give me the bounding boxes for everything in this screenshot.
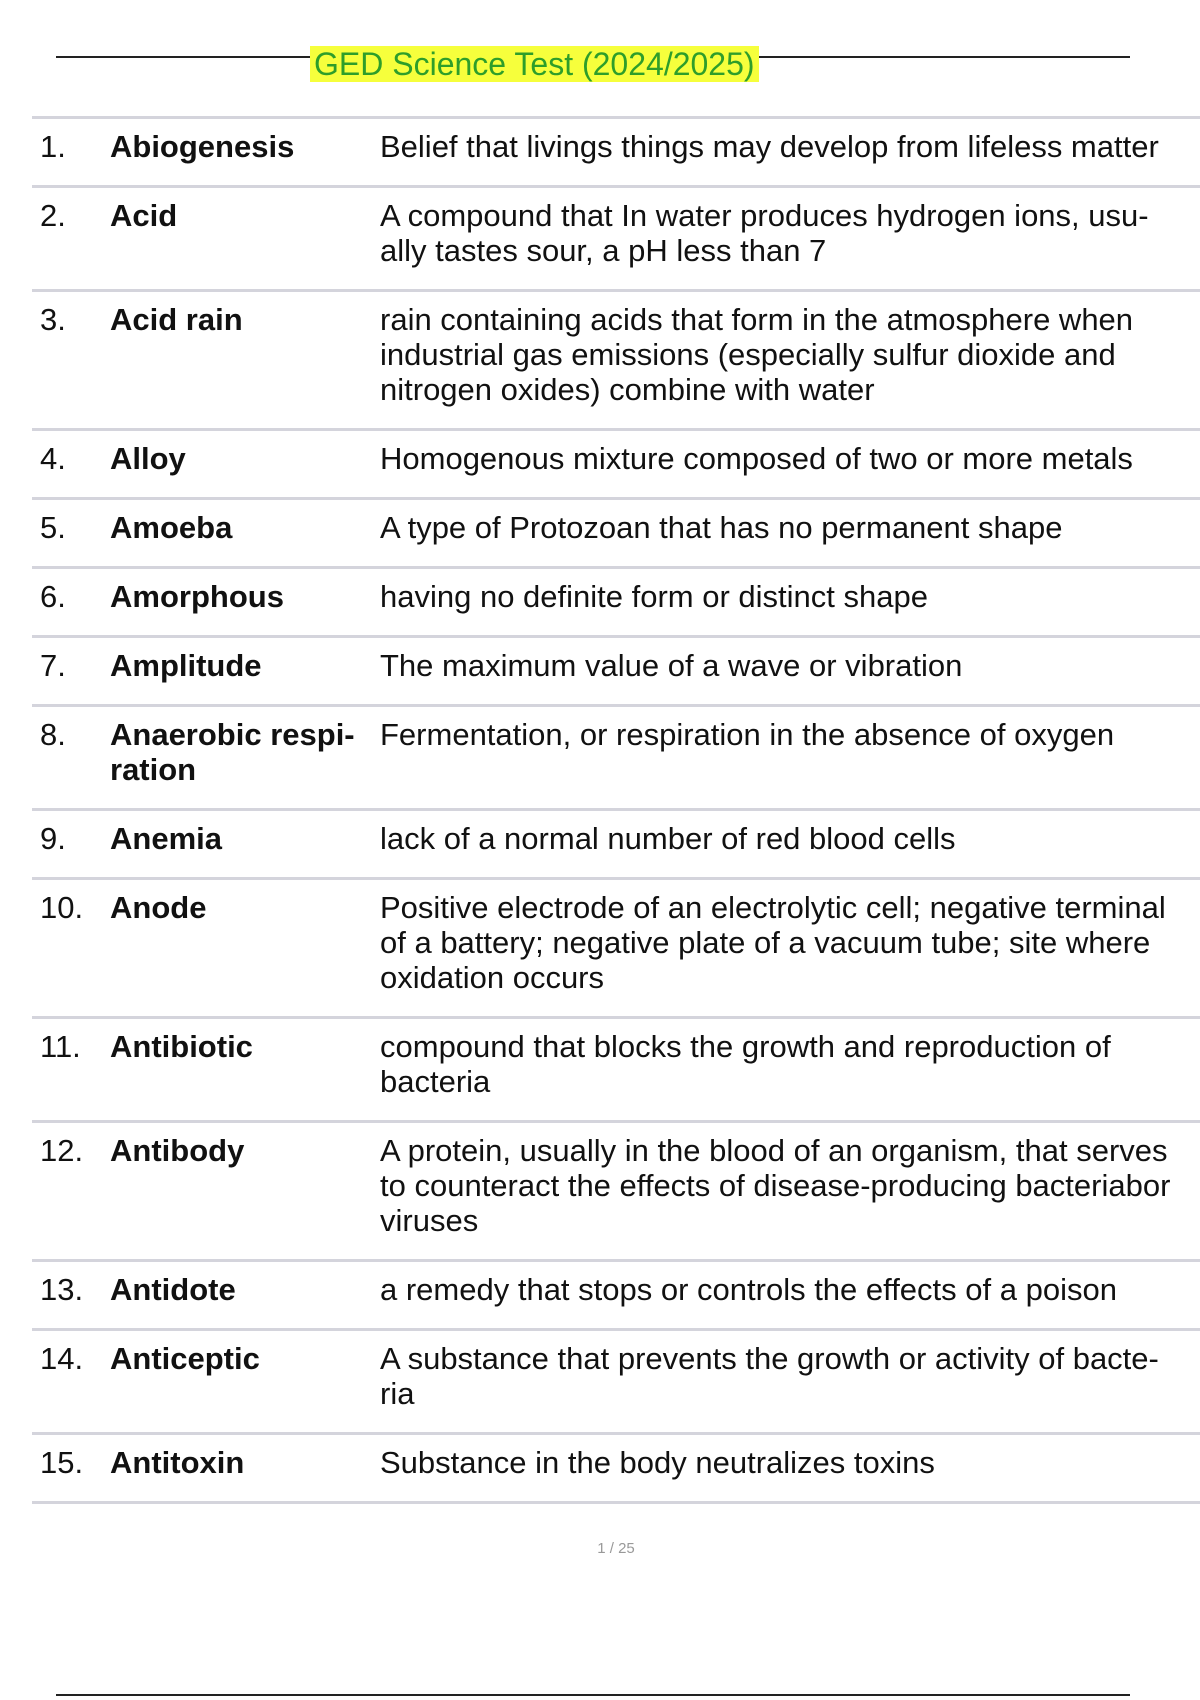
entry-number: 5. bbox=[40, 510, 66, 545]
glossary-row bbox=[32, 1331, 1200, 1435]
glossary-row bbox=[32, 188, 1200, 292]
entry-definition: Homogenous mixture composed of two or more metals bbox=[380, 441, 1133, 476]
entry-definition: Positive electrode of an electrolytic cell; negative terminal of a battery; negative plate of a vacuum tube; site where oxidation occurs bbox=[380, 890, 1166, 995]
glossary-table bbox=[32, 116, 1200, 1504]
entry-term: Antibody bbox=[110, 1133, 245, 1168]
entry-number: 1. bbox=[40, 129, 66, 164]
entry-term: Abiogenesis bbox=[110, 129, 295, 164]
entry-definition: having no definite form or distinct shape bbox=[380, 579, 928, 614]
entry-term: Alloy bbox=[110, 441, 186, 476]
entry-number: 15. bbox=[40, 1445, 84, 1480]
glossary-row bbox=[32, 880, 1200, 1019]
entry-number: 3. bbox=[40, 302, 66, 337]
entry-term: Anemia bbox=[110, 821, 222, 856]
entry-definition: Substance in the body neutralizes toxins bbox=[380, 1445, 935, 1480]
glossary-row bbox=[32, 1019, 1200, 1123]
entry-term: Anode bbox=[110, 890, 207, 925]
glossary-row bbox=[32, 431, 1200, 500]
glossary-row bbox=[32, 638, 1200, 707]
bottom-rule bbox=[56, 1694, 1130, 1696]
glossary-row bbox=[32, 292, 1200, 431]
entry-term: Acid bbox=[110, 198, 178, 233]
entry-term: Antibiotic bbox=[110, 1029, 253, 1064]
entry-number: 6. bbox=[40, 579, 66, 614]
entry-number: 4. bbox=[40, 441, 66, 476]
entry-definition: rain containing acids that form in the atmosphere when industrial gas emissions (especially sulfur dioxide and nitrogen oxides) combine with water bbox=[380, 302, 1134, 407]
entry-number: 10. bbox=[40, 890, 84, 925]
entry-term: Amorphous bbox=[110, 579, 284, 614]
entry-number: 14. bbox=[40, 1341, 84, 1376]
entry-definition: A protein, usually in the blood of an organism, that serves to counteract the effects of disease-producing bacteriabor viruses bbox=[380, 1133, 1171, 1238]
entry-term: Anticeptic bbox=[110, 1341, 260, 1376]
page-title: GED Science Test (2024/2025) bbox=[310, 46, 759, 82]
glossary-row bbox=[32, 707, 1200, 811]
document-header bbox=[56, 46, 1130, 86]
entry-number: 7. bbox=[40, 648, 66, 683]
entry-definition: lack of a normal number of red blood cells bbox=[380, 821, 956, 856]
entry-term: Acid rain bbox=[110, 302, 243, 337]
entry-term: Amplitude bbox=[110, 648, 262, 683]
glossary-row bbox=[32, 1123, 1200, 1262]
entry-number: 13. bbox=[40, 1272, 84, 1307]
entry-definition: A compound that In water produces hydrogen ions, usu- ally tastes sour, a pH less than 7 bbox=[380, 198, 1149, 268]
entry-term: Anaerobic respi- ration bbox=[110, 717, 355, 787]
page-number: 1 / 25 bbox=[597, 1540, 635, 1557]
glossary-row bbox=[32, 569, 1200, 638]
entry-definition: A type of Protozoan that has no permanent shape bbox=[380, 510, 1063, 545]
glossary-row bbox=[32, 1435, 1200, 1504]
entry-definition: A substance that prevents the growth or activity of bacte- ria bbox=[380, 1341, 1159, 1411]
entry-number: 8. bbox=[40, 717, 66, 752]
entry-definition: compound that blocks the growth and reproduction of bacteria bbox=[380, 1029, 1111, 1099]
entry-number: 9. bbox=[40, 821, 66, 856]
entry-number: 2. bbox=[40, 198, 66, 233]
entry-number: 11. bbox=[40, 1029, 81, 1064]
entry-term: Antidote bbox=[110, 1272, 236, 1307]
entry-term: Antitoxin bbox=[110, 1445, 245, 1480]
entry-definition: Belief that livings things may develop from lifeless matter bbox=[380, 129, 1159, 164]
entry-definition: The maximum value of a wave or vibration bbox=[380, 648, 963, 683]
entry-definition: a remedy that stops or controls the effects of a poison bbox=[380, 1272, 1117, 1307]
entry-term: Amoeba bbox=[110, 510, 233, 545]
glossary-row bbox=[32, 500, 1200, 569]
entry-definition: Fermentation, or respiration in the absence of oxygen bbox=[380, 717, 1115, 752]
entry-number: 12. bbox=[40, 1133, 84, 1168]
glossary-row bbox=[32, 811, 1200, 880]
glossary-row bbox=[32, 1262, 1200, 1331]
glossary-row bbox=[32, 119, 1200, 188]
